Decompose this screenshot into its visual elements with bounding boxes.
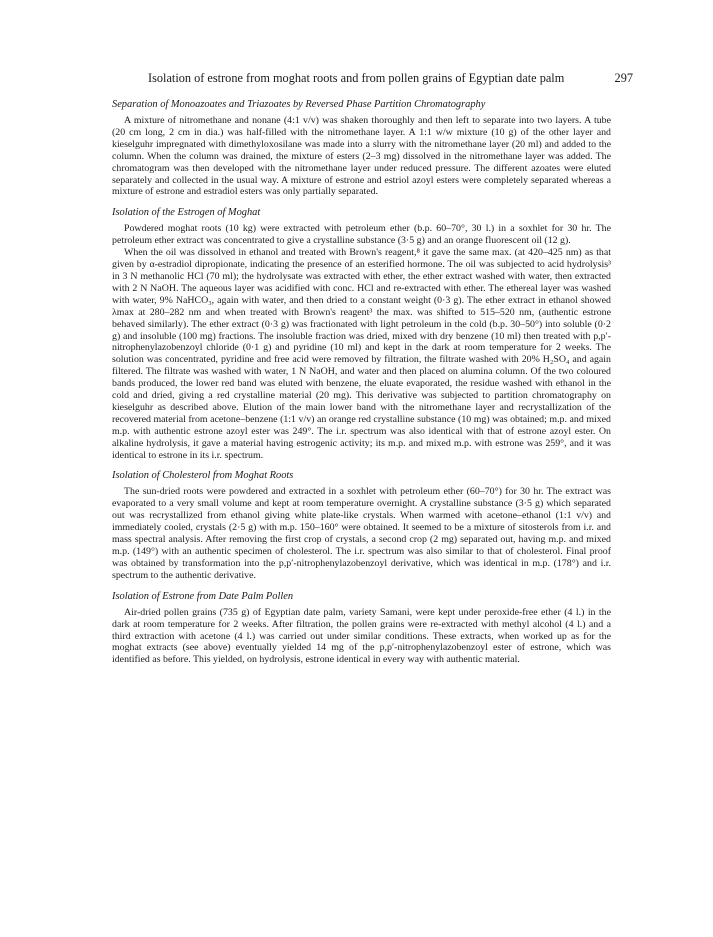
paragraph: The sun-dried roots were powdered and extracted in a soxhlet with petroleum ether (60–70°) for 30 hr. The extract was evaporated to a very small volume and kept at room temperature overnight. A crystalline substance (3·5 g) which separated out was recrystallized from ethanol giving white plate-like crystals. When warmed with acetone–ethanol (1:1 v/v) and immediately cooled, crystals (2·5 g) with m.p. 150–160° were obtained. It seemed to be a mixture of sitosterols from i.r. and mass spectral analysis. After removing the first crop of crystals, a second crop (2 mg) separated out, having m.p. and mixed m.p. (149°) with an authentic specimen of cholesterol. The i.r. spectrum was also similar to that of cholesterol. Final proof was obtained by transformation into the p,p′-nitrophenylazobenzoyl derivative, which was identical in m.p. (178°) and i.r. spectrum to the authentic derivative. (112, 486, 611, 581)
section-heading: Isolation of the Estrogen of Moghat (112, 207, 261, 219)
section-separation (112, 99, 611, 198)
section-heading: Separation of Monoazoates and Triazoates by Reversed Phase Partition Chromatography (112, 99, 486, 110)
paragraph: A mixture of nitromethane and nonane (4:1 v/v) was shaken thoroughly and then left to separate into two layers. A tube (20 cm long, 2 cm in dia.) was half-filled with the nitromethane layer. A 1:1 w/w mixture (10 g) of the other layer and kieselguhr impregnated with dimethyloxosilane was made into a slurry with the nitromethane layer (20 ml) and added to the column. When the column was drained, the mixture of esters (2–3 mg) dissolved in the nitromethane layer was added. The chromatogram was then developed with the nitromethane layer under reduced pressure. The different azoates were eluted separately and collected in the usual way. A mixture of estrone and estriol azoyl esters were completely separated whereas a mixture of estrone and estradiol esters was only partially separated. (112, 115, 611, 198)
paragraph: Air-dried pollen grains (735 g) of Egyptian date palm, variety Samani, were kept under peroxide-free ether (4 l.) in the dark at room temperature for 2 weeks. After filtration, the pollen grains were re-extracted with methyl alcohol (4 l.) and a third extraction with acetone (4 l.) was carried out under similar conditions. These extracts, when worked up as for the moghat extracts (see above) eventually yielded 14 mg of the p,p′-nitrophenylazobenzoyl ester of estrone, which was identified as before. This yielded, on hydrolysis, estrone identical in every way with authentic material. (112, 606, 611, 666)
page-number: 297 (614, 71, 633, 85)
paragraph: Powdered moghat roots (10 kg) were extracted with petroleum ether (b.p. 60–70°, 30 l.) in a soxhlet for 30 hr. The petroleum ether extract was concentrated to give a crystalline substance (3·5 g) and an orange fluorescent oil (12 g). (112, 223, 611, 247)
section-heading: Isolation of Cholesterol from Moghat Roots (112, 470, 294, 482)
running-title: Isolation of estrone from moghat roots and from pollen grains of Egyptian date palm (148, 71, 565, 85)
section-pollen (112, 591, 611, 667)
section-heading: Isolation of Estrone from Date Palm Pollen (112, 590, 294, 602)
paragraph: When the oil was dissolved in ethanol and treated with Brown's reagent,⁸ it gave the same max. (at 420–425 nm) as that given by α-estradiol dipropionate, indicating the presence of an esterified hormone. The oil was subjected to acid hydrolysis³ in 3 N methanolic HCl (70 ml); the hydrolysate was extracted with ether, the ether extract washed with water, then extracted with 2 N NaOH. The aqueous layer was acidified with conc. HCl and re-extracted with ether. The ethereal layer was washed with water, 9% NaHCO₃, again with water, and then dried to a constant weight (0·3 g). The ether extract in ethanol showed λmax at 280–282 nm and when treated with Brown's reagent³ the max. was shifted to 515–520 nm, (authentic estrone behaved similarly). The ether extract (0·3 g) was fractionated with light petroleum in the cold (b.p. 30–50°) into soluble (0·2 g) and insoluble (100 mg) fractions. The insoluble fraction was dried, mixed with dry benzene (10 ml) then treated with p,p′-nitrophenylazobenzoyl chloride (0·1 g) and pyridine (10 ml) and kept in the dark at room temperature for 2 weeks. The solution was concentrated, pyridine and free acid were removed by filtration, the filtrate washed with 20% H₂SO₄ and again filtered. The filtrate was washed with water, 1 N NaOH, and water and then placed on alumina column. Of the two coloured bands produced, the lower red band was eluted with benzene, the eluate evaporated, the residue washed with ethanol in the cold and dried, giving a red crystalline material (20 mg). This derivative was subjected to partition chromatography on kieselguhr as described above. Elution of the main lower band with the nitromethane layer and recrystallization of the recovered material from acetone–benzene (1:1 v/v) an orange red crystalline substance (10 mg) was obtained; m.p. and mixed m.p. with authentic estrone azoyl ester was 249°. The i.r. spectrum was also identical with that of estrone azoyl ester. On alkaline hydrolysis, it gave a material having estrogenic activity; its m.p. and mixed m.p. with estrone was 259°, and it was identical to estrone in its i.r. spectrum. (112, 247, 611, 461)
section-estrogen-moghat (112, 207, 611, 461)
article-body (112, 99, 611, 666)
section-cholesterol (112, 470, 611, 581)
